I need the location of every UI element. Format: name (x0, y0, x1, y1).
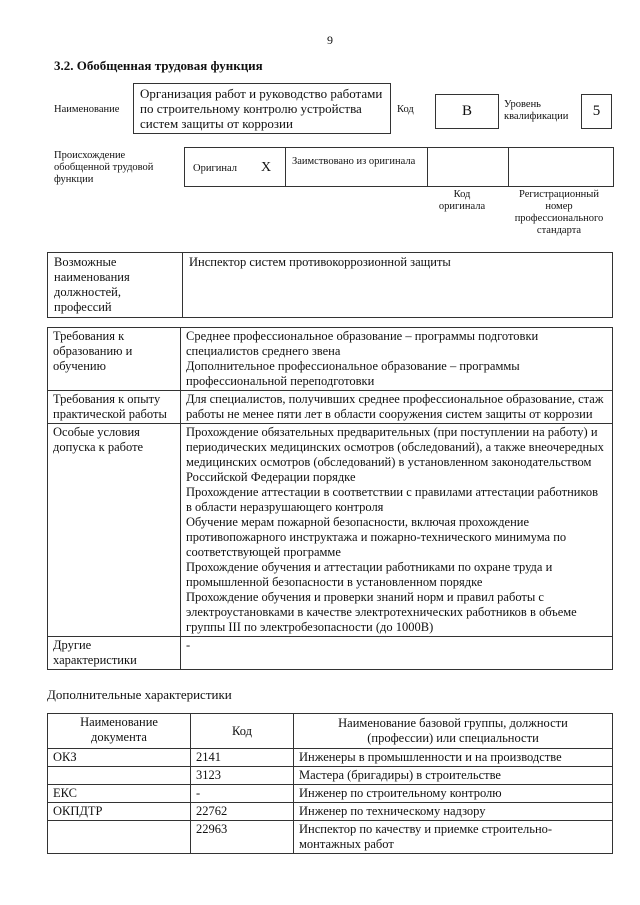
additional-table (47, 713, 613, 854)
level-value: 5 (581, 94, 612, 129)
requirement-line: Прохождение обязательных предварительных (при поступлении на работу) и периодических медицинских осмотров (обследований), а также внеочередных медицинских осмотров (обследований) в установленном законодательством Российской Федерации порядке (186, 425, 604, 484)
requirement-line: Прохождение обучения и проверки знаний норм и правил работы с электроустановками в качестве электротехнических работников в объеме группы III по электробезопасности (до 1000В) (186, 590, 577, 634)
header-code: Код (191, 714, 294, 749)
origin-table (184, 147, 614, 187)
code-value: B (435, 94, 499, 129)
doc-cell (48, 767, 191, 785)
section-title: 3.2. Обобщенная трудовая функция (54, 58, 263, 73)
reg-number-caption: Регистрационный номер профессионального стандарта (514, 189, 604, 236)
doc-cell: ЕКС (48, 785, 191, 803)
code-cell: 2141 (191, 749, 294, 767)
name-label: Наименование (54, 104, 120, 115)
positions-label: Возможные наименования должностей, профессий (48, 253, 183, 318)
level-label: Уровень квалификации (504, 99, 569, 122)
requirement-label: Особые условия допуска к работе (48, 424, 181, 637)
code-original-caption: Код оригинала (438, 189, 486, 212)
requirement-value (181, 637, 613, 670)
table-row (48, 328, 613, 391)
function-name: Организация работ и руководство работами по строительному контролю устройства систем защиты от коррозии (133, 83, 391, 134)
name-cell: Инженер по техническому надзору (294, 803, 613, 821)
doc-cell: ОКПДТР (48, 803, 191, 821)
code-cell: - (191, 785, 294, 803)
requirement-label: Требования к опыту практической работы (48, 391, 181, 424)
table-row (48, 803, 613, 821)
name-cell: Инженеры в промышленности и на производстве (294, 749, 613, 767)
code-label: Код (397, 104, 414, 115)
name-cell: Инспектор по качеству и приемке строительно-монтажных работ (294, 821, 613, 854)
table-row (48, 767, 613, 785)
table-row (48, 821, 613, 854)
table-row (48, 749, 613, 767)
table-header-row (48, 714, 613, 749)
additional-title: Дополнительные характеристики (47, 687, 232, 702)
doc-cell (48, 821, 191, 854)
borrowed-label: Заимствовано из оригинала (292, 156, 416, 167)
requirements-table (47, 327, 613, 670)
requirement-value (181, 424, 613, 637)
requirement-line: Среднее профессиональное образование – программы подготовки специалистов среднего звена (186, 329, 539, 358)
original-mark: X (261, 160, 272, 175)
requirement-value (181, 391, 613, 424)
name-cell: Инженер по строительному контролю (294, 785, 613, 803)
table-row (48, 785, 613, 803)
requirement-line: Обучение мерам пожарной безопасности, включая прохождение противопожарного инструктажа и пожарно-технического минимума по соответствующей программе (186, 515, 567, 559)
code-cell: 22963 (191, 821, 294, 854)
positions-value: Инспектор систем противокоррозионной защиты (183, 253, 613, 318)
positions-table (47, 252, 613, 318)
code-cell: 22762 (191, 803, 294, 821)
table-row (48, 637, 613, 670)
doc-cell: ОКЗ (48, 749, 191, 767)
table-row (48, 391, 613, 424)
code-cell: 3123 (191, 767, 294, 785)
requirement-label: Другие характеристики (48, 637, 181, 670)
origin-label: Происхождение обобщенной трудовой функции (54, 150, 154, 185)
requirement-line: Прохождение аттестации в соответствии с правилами аттестации работников в области неразрушающего контроля (186, 485, 599, 514)
page-number: 9 (327, 33, 333, 47)
requirement-line: Дополнительное профессиональное образование – программы профессиональной переподготовки (186, 359, 520, 388)
header-document: Наименование документа (48, 714, 191, 749)
original-label: Оригинал (193, 163, 237, 174)
requirement-line: Прохождение обучения и аттестации работниками по охране труда и промышленной безопасности в установленном порядке (186, 560, 553, 589)
requirement-line: Для специалистов, получивших среднее профессиональное образование, стаж работы не менее пяти лет в области сооружения систем защиты от коррозии (186, 392, 604, 421)
table-row (48, 424, 613, 637)
requirement-line: - (186, 638, 191, 652)
name-cell: Мастера (бригадиры) в строительстве (294, 767, 613, 785)
requirement-value (181, 328, 613, 391)
requirement-label: Требования к образованию и обучению (48, 328, 181, 391)
header-name: Наименование базовой группы, должности (профессии) или специальности (294, 714, 613, 749)
